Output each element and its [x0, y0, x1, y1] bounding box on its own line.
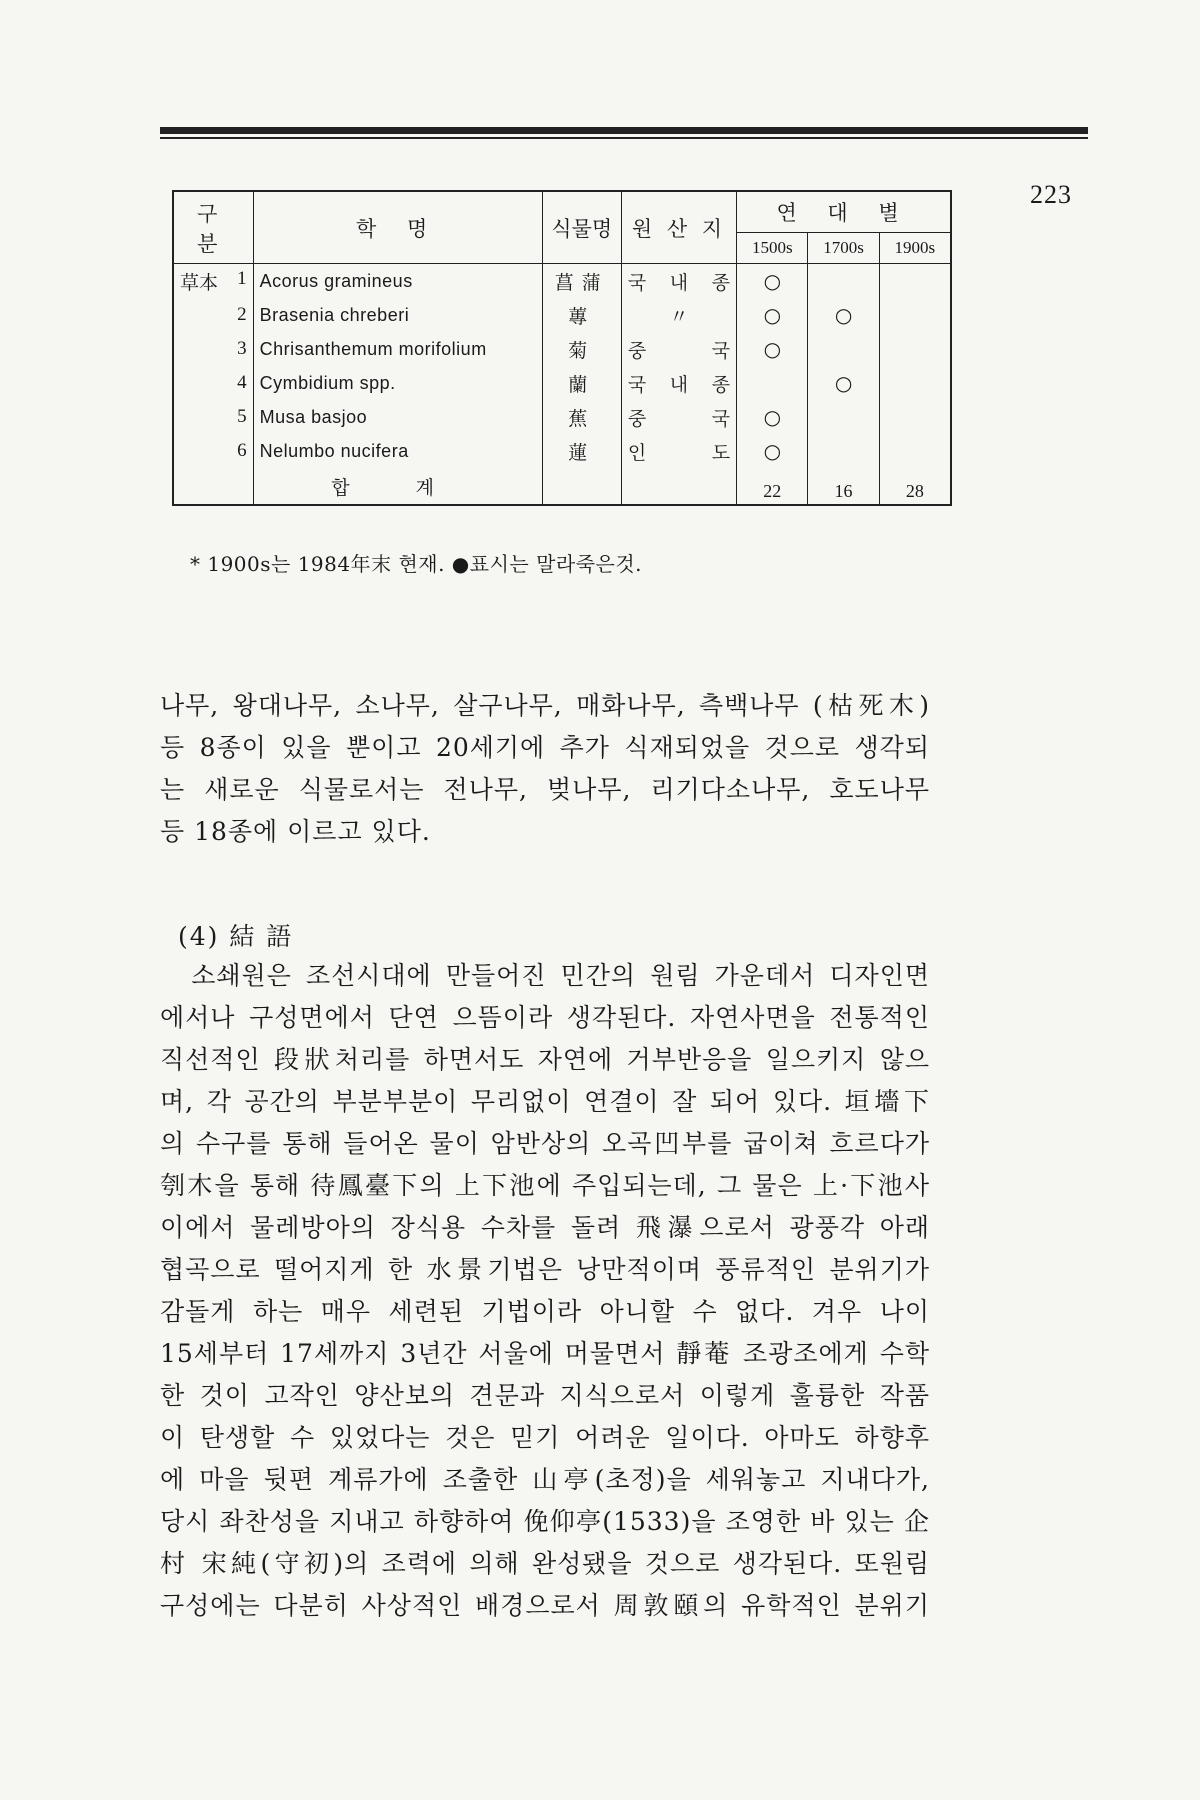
- table-row: [173, 264, 951, 299]
- row-plant: 蓮: [542, 434, 621, 468]
- header-era-1500s: 1500s: [737, 233, 808, 264]
- text-line: 당시 좌찬성을 지내고 하향하여 俛仰亭(1533)을 조영한 바 있는 企: [160, 1507, 930, 1536]
- header-rule-thick: [160, 127, 1088, 134]
- text-line: 며, 각 공간의 부분부분이 무리없이 연결이 잘 되어 있다. 垣墻下: [160, 1087, 930, 1116]
- text-line: 에 마을 뒷편 계류가에 조출한 山亭(초정)을 세워놓고 지내다가,: [160, 1465, 930, 1494]
- text-line: 등 8종이 있을 뿐이고 20세기에 추가 식재되었을 것으로 생각되: [160, 733, 930, 762]
- text-line: 는 새로운 식물로서는 전나무, 벚나무, 리기다소나무, 호도나무: [160, 775, 930, 804]
- text-line: 15세부터 17세까지 3년간 서울에 머물면서 靜菴 조광조에게 수학: [160, 1339, 930, 1368]
- row-number: 4: [237, 372, 247, 393]
- total-empty-cell: [542, 468, 621, 505]
- total-empty-cell: [621, 468, 736, 505]
- table-row: [173, 400, 951, 434]
- row-origin: 〃: [621, 298, 736, 332]
- table-row: [173, 332, 951, 366]
- text-line: 감돌게 하는 매우 세련된 기법이라 아니할 수 없다. 겨우 나이: [160, 1297, 930, 1326]
- row-1500s: ○: [737, 332, 808, 366]
- row-1900s: [879, 434, 951, 468]
- total-empty-cell: [173, 468, 253, 505]
- row-1900s: [879, 332, 951, 366]
- row-origin: 국 내 종: [621, 264, 736, 299]
- text-line: 한 것이 고작인 양산보의 견문과 지식으로서 이렇게 훌륭한 작품: [160, 1381, 930, 1410]
- text-line: 등 18종에 이르고 있다.: [160, 817, 431, 846]
- header-era-1900s: 1900s: [879, 233, 951, 264]
- header-rule-thin: [160, 137, 1088, 139]
- table-row: [173, 434, 951, 468]
- plant-table: [172, 190, 952, 506]
- row-origin: 중 국: [621, 400, 736, 434]
- text-line: 刳木을 통해 待鳳臺下의 上下池에 주입되는데, 그 물은 上·下池사: [160, 1171, 930, 1200]
- text-line: 직선적인 段狀처리를 하면서도 자연에 거부반응을 일으키지 않으: [160, 1045, 930, 1074]
- paragraph-1: [160, 685, 930, 853]
- row-plant: 蘭: [542, 366, 621, 400]
- row-1500s: ○: [737, 264, 808, 299]
- paragraph-2: [160, 955, 930, 1627]
- row-1700s: [808, 434, 879, 468]
- text-line: 나무, 왕대나무, 소나무, 살구나무, 매화나무, 측백나무 (枯死木): [160, 691, 930, 720]
- row-number: 3: [237, 338, 247, 359]
- row-1500s: [737, 366, 808, 400]
- header-era-group: 연 대 별: [737, 191, 951, 233]
- row-origin: 국 내 종: [621, 366, 736, 400]
- row-plant: 菊: [542, 332, 621, 366]
- row-1700s: [808, 400, 879, 434]
- header-era-1700s: 1700s: [808, 233, 879, 264]
- row-scientific: Musa basjoo: [253, 400, 542, 434]
- row-plant: 蕉: [542, 400, 621, 434]
- row-group: 草本: [180, 271, 219, 294]
- row-scientific: Brasenia chreberi: [253, 298, 542, 332]
- row-number-cell: [173, 332, 253, 366]
- row-1700s: ○: [808, 298, 879, 332]
- text-line: 이 탄생할 수 있었다는 것은 믿기 어려운 일이다. 아마도 하향후: [160, 1423, 930, 1452]
- total-label: 합 계: [253, 468, 542, 505]
- row-scientific: Nelumbo nucifera: [253, 434, 542, 468]
- row-plant: 菖蒲: [542, 264, 621, 299]
- row-number-cell: [173, 400, 253, 434]
- row-number-cell: [173, 434, 253, 468]
- text-line: 의 수구를 통해 들어온 물이 암반상의 오곡凹부를 굽이쳐 흐르다가: [160, 1129, 930, 1158]
- row-1900s: [879, 298, 951, 332]
- text-line: 소쇄원은 조선시대에 만들어진 민간의 원림 가운데서 디자인면: [160, 961, 930, 990]
- text-line: 이에서 물레방아의 장식용 수차를 돌려 飛瀑으로서 광풍각 아래: [160, 1213, 930, 1242]
- row-1900s: [879, 366, 951, 400]
- row-number: 5: [237, 406, 247, 427]
- row-number: 1: [237, 267, 247, 289]
- row-1500s: ○: [737, 400, 808, 434]
- table-footnote: * 1900s는 1984年末 현재. ●표시는 말라죽은것.: [190, 552, 643, 576]
- total-1700s: 16: [808, 468, 879, 505]
- text-line: 구성에는 다분히 사상적인 배경으로서 周敦頤의 유학적인 분위기: [160, 1591, 930, 1620]
- header-gubun: 구 분: [173, 191, 253, 264]
- row-number-cell: [173, 366, 253, 400]
- row-1700s: ○: [808, 366, 879, 400]
- row-1700s: [808, 332, 879, 366]
- row-origin: 인 도: [621, 434, 736, 468]
- row-1900s: [879, 400, 951, 434]
- text-line: 협곡으로 떨어지게 한 水景기법은 낭만적이며 풍류적인 분위기가: [160, 1255, 930, 1284]
- row-scientific: Cymbidium spp.: [253, 366, 542, 400]
- total-1900s: 28: [879, 468, 951, 505]
- table-row: [173, 366, 951, 400]
- row-number-cell: [173, 298, 253, 332]
- row-number: 6: [237, 440, 247, 461]
- row-number: 2: [237, 304, 247, 325]
- row-number-cell: [173, 264, 253, 299]
- row-1900s: [879, 264, 951, 299]
- row-plant: 蓴: [542, 298, 621, 332]
- table-row: [173, 298, 951, 332]
- header-plant-name: 식물명: [542, 191, 621, 264]
- header-scientific-name: 학 명: [253, 191, 542, 264]
- page-number: 223: [1030, 180, 1072, 209]
- row-1500s: ○: [737, 434, 808, 468]
- table-total-row: [173, 468, 951, 505]
- row-scientific: Chrisanthemum morifolium: [253, 332, 542, 366]
- section-heading: (4) 結 語: [178, 922, 294, 951]
- header-origin: 원 산 지: [621, 191, 736, 264]
- row-origin: 중 국: [621, 332, 736, 366]
- row-1700s: [808, 264, 879, 299]
- total-1500s: 22: [737, 468, 808, 505]
- text-line: 에서나 구성면에서 단연 으뜸이라 생각된다. 자연사면을 전통적인: [160, 1003, 930, 1032]
- row-scientific: Acorus gramineus: [253, 264, 542, 299]
- text-line: 村 宋純(守初)의 조력에 의해 완성됐을 것으로 생각된다. 또원림: [160, 1549, 930, 1578]
- row-1500s: ○: [737, 298, 808, 332]
